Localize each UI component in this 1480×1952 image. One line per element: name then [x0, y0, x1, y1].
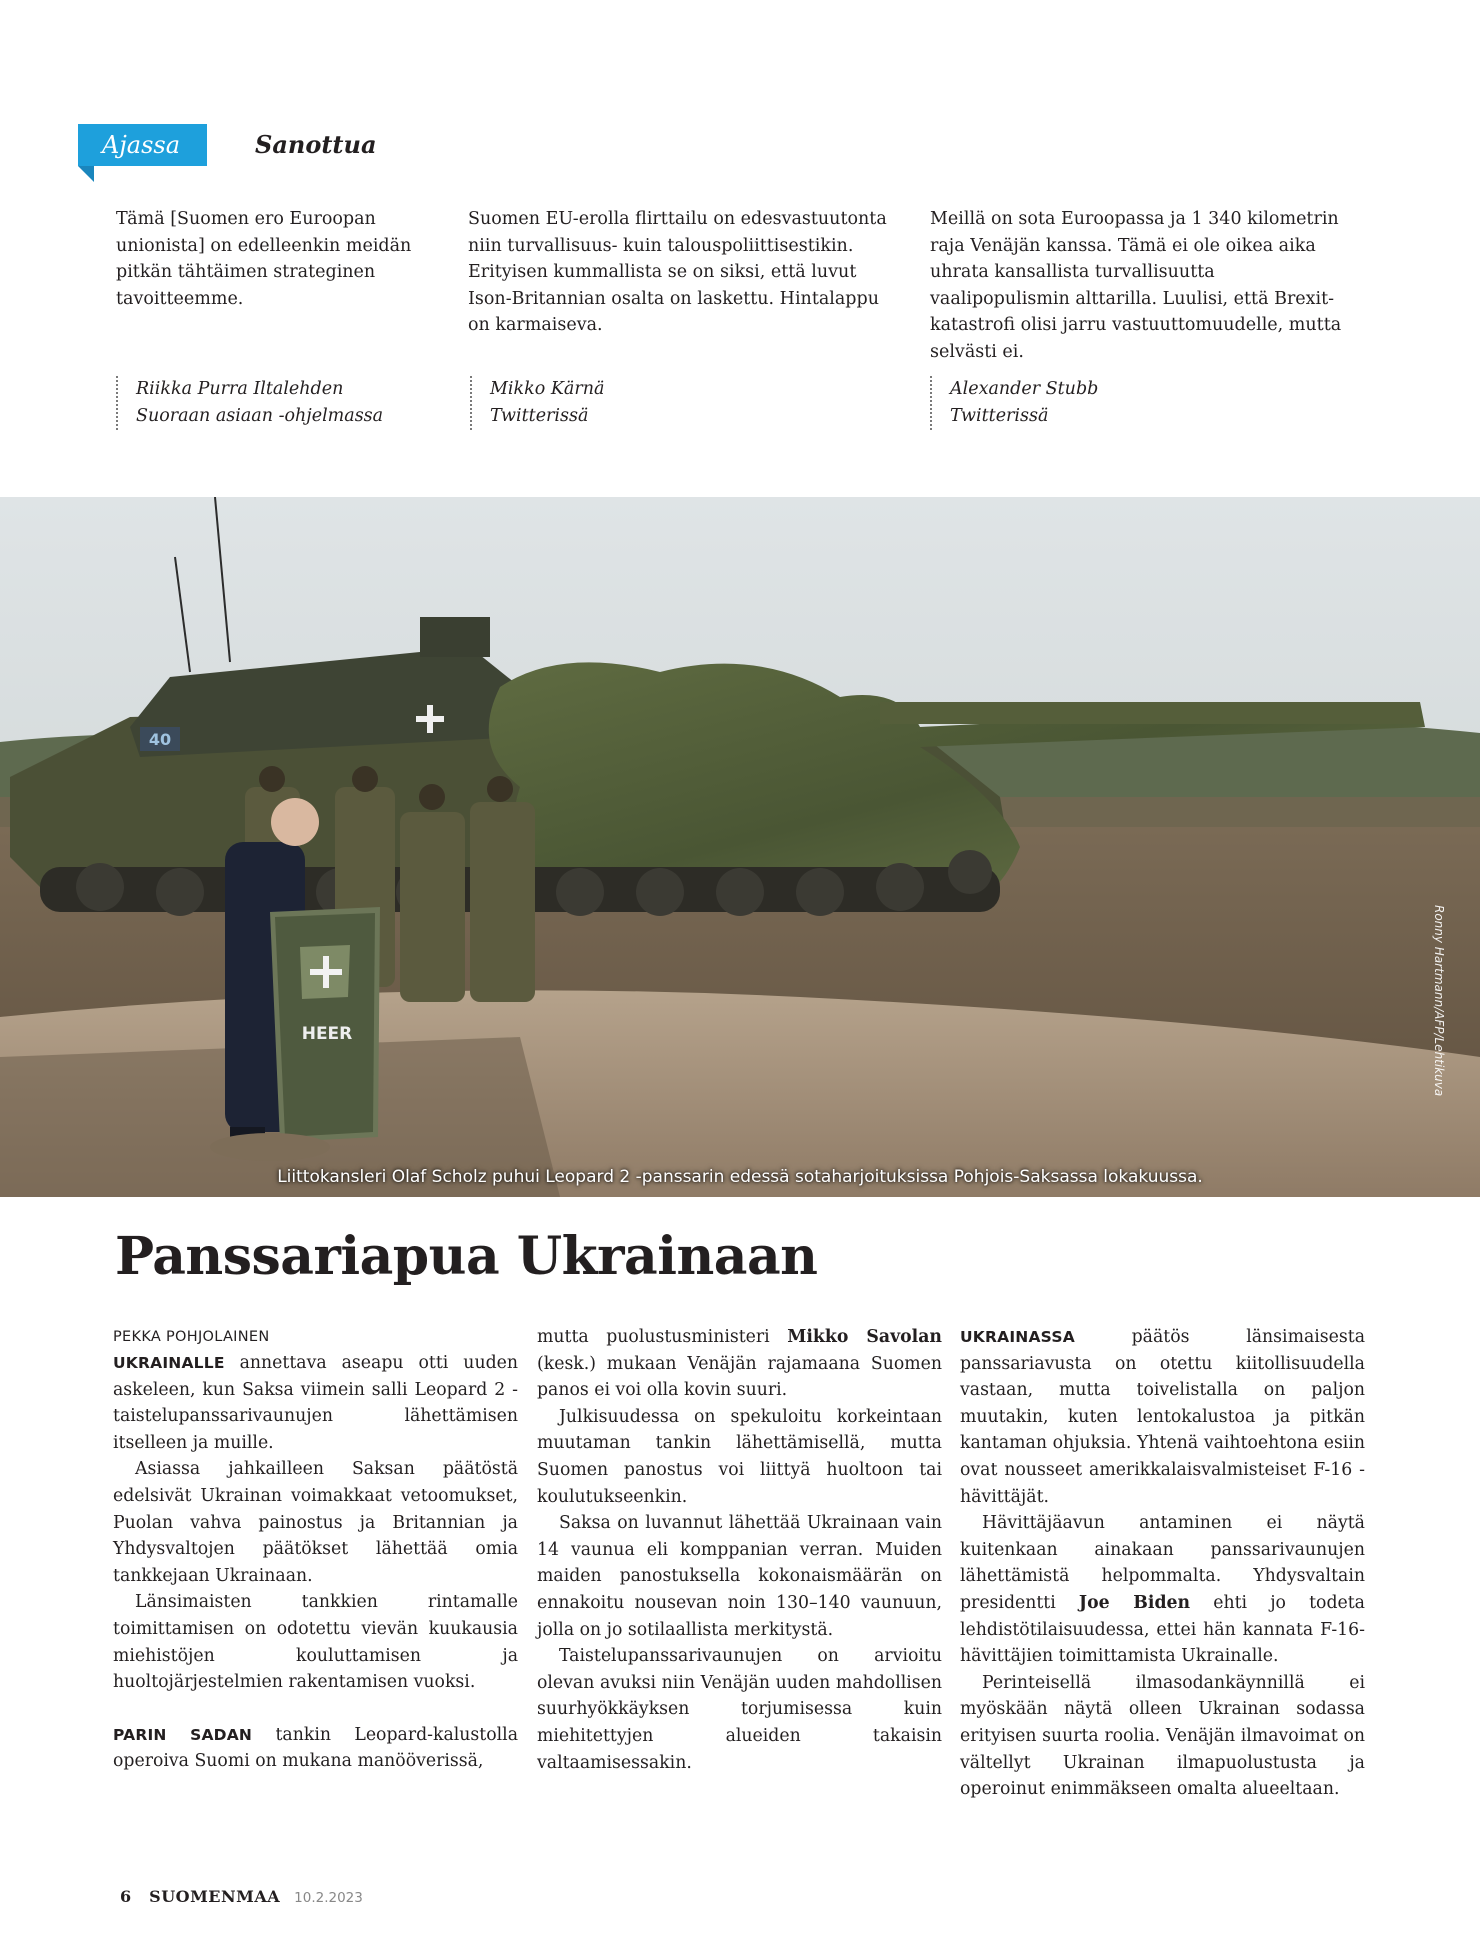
paragraph-lead: UKRAINASSA: [960, 1328, 1075, 1346]
quote-3-source: Twitterissä: [950, 406, 1049, 426]
paragraph-text: päätös länsimaisesta panssariavusta on otettu kiitollisuudella vastaan, mutta toivelistalla on paljon muutakin, kuten lentokalustoa ja pitkän kantaman ohjuksia. Yhtenä vaihtoehtona esiin ovat nousseet amerikkalaisvalmisteiset F-16 -hävittäjät.: [960, 1327, 1365, 1507]
quote-1-source: Suoraan asiaan -ohjelmassa: [136, 406, 384, 426]
paragraph: Länsimaisten tankkien rintamalle toimittamisen on odotettu vievän kuukausia miehistöjen kouluttamisen ja huoltojärjestelmien rakentamisen vuoksi.: [113, 1592, 518, 1693]
paragraph: [960, 1324, 1365, 1510]
photo-caption: Liittokansleri Olaf Scholz puhui Leopard 2 -panssarin edessä sotaharjoituksissa Pohjois-Saksassa lokakuussa.: [277, 1167, 1203, 1187]
paragraph: [113, 1350, 518, 1456]
quote-3-author: Alexander Stubb: [950, 379, 1099, 399]
page-footer: [120, 1886, 363, 1909]
quote-2-text: Suomen EU-erolla flirttailu on edesvastuutonta niin turvallisuus- kuin talouspoliittisestikin. Erityisen kummallista se on siksi, että luvut Ison-Britannian osalta on laskettu. Hintalappu on karmaiseva.: [468, 209, 887, 335]
paragraph: [537, 1324, 942, 1404]
paragraph-text: tankin Leopard-kalustolla operoiva Suomi on mukana manööverissä,: [113, 1724, 518, 1772]
paragraph: Julkisuudessa on spekuloitu korkeintaan muutaman tankin lähettämisellä, mutta Suomen panostus voi liittyä huoltoon tai koulutukseenkin.: [537, 1406, 942, 1507]
tank-scene-illustration: [0, 497, 1480, 1197]
page-number: 6: [120, 1887, 132, 1906]
tank-number: 40: [148, 730, 172, 749]
paragraph-lead: UKRAINALLE: [113, 1354, 225, 1372]
byline: PEKKA POHJOLAINEN: [113, 1329, 270, 1345]
quote-1-author: Riikka Purra Iltalehden: [136, 379, 344, 399]
photo-credit: Ronny Hartmann/AFP/Lehtikuva: [1432, 905, 1446, 1097]
section-tag-tail: [78, 166, 94, 182]
section-tag: Ajassa: [78, 124, 207, 166]
paragraph-text: Hävittäjäavun antaminen ei näytä kuitenkaan ainakaan panssarivaunujen lähettämistä helpommalta. Yhdysvaltain presidentti: [960, 1513, 1365, 1613]
quote-2-author: Mikko Kärnä: [490, 379, 605, 399]
paragraph: [960, 1510, 1365, 1670]
paragraph: Perinteisellä ilmasodankäynnillä ei myöskään näytä olleen Ukrainan sodassa erityisen suurta roolia. Venäjän ilmavoimat on vältellyt Ukrainan ilmapuolustusta ja operoinut enimmäkseen omalta alueeltaan.: [960, 1672, 1365, 1800]
paragraph-text: ehti jo todeta lehdistötilaisuudessa, ettei hän kannata F-16-hävittäjien toimittamista Ukrainalle.: [960, 1592, 1365, 1667]
news-photo: [0, 497, 1480, 1197]
quote-3-attribution: [930, 376, 1098, 430]
paragraph-lead: PARIN SADAN: [113, 1725, 253, 1744]
paragraph-text: annettava aseapu otti uuden askeleen, kun Saksa viimein salli Leopard 2 -taistelupanssarivaunujen lähettämisen itselleen ja muille.: [113, 1353, 518, 1453]
quote-2-source: Twitterissä: [490, 406, 589, 426]
quote-1-text: Tämä [Suomen ero Euroopan unionista] on edelleenkin meidän pitkän tähtäimen strateginen tavoitteemme.: [116, 209, 412, 309]
paragraph-text: (kesk.) mukaan Venäjän rajamaana Suomen panos ei voi olla kovin suuri.: [537, 1353, 942, 1401]
person-name: Joe Biden: [1078, 1592, 1191, 1613]
person-name: Mikko Savolan: [787, 1327, 942, 1347]
section-title: Sanottua: [255, 130, 377, 159]
paragraph: [113, 1722, 518, 1775]
paragraph: Asiassa jahkailleen Saksan päätöstä edelsivät Ukrainan voimakkaat vetoomukset, Puolan vahva painostus ja Britannian ja Yhdysvaltojen päätökset lähettää omia tankkejaan Ukrainaan.: [113, 1459, 518, 1586]
issue-date: 10.2.2023: [294, 1890, 363, 1906]
quote-2-attribution: [470, 376, 604, 430]
podium-label: HEER: [301, 1024, 353, 1044]
article-headline: Panssariapua Ukrainaan: [115, 1226, 818, 1287]
paragraph: Saksa on luvannut lähettää Ukrainaan vain 14 vaunua eli komppanian verran. Muiden maiden panostuksella kokonaismäärän on ennakoitu nousevan noin 130–140 vaunuun, jolla on jo sotilaallista merkitystä.: [537, 1513, 942, 1640]
article-column-1: [113, 1324, 518, 1775]
quote-1-attribution: [116, 376, 383, 430]
article-column-3: [960, 1324, 1365, 1803]
paragraph-text: mutta puolustusministeri: [537, 1327, 788, 1347]
paragraph: Taistelupanssarivaunujen on arvioitu olevan avuksi niin Venäjän uuden mahdollisen suurhyökkäyksen torjumisessa kuin miehitettyjen alueiden takaisin valtaamisessakin.: [537, 1646, 942, 1773]
publication-name: SUOMENMAA: [149, 1887, 281, 1906]
article-column-2: [537, 1324, 942, 1776]
quote-3-text: Meillä on sota Euroopassa ja 1 340 kilometrin raja Venäjän kanssa. Tämä ei ole oikea aika uhrata kansallista turvallisuutta vaalipopulismin alttarilla. Luulisi, että Brexit-katastrofi olisi jarru vastuuttomuudelle, mutta selvästi ei.: [930, 209, 1342, 362]
